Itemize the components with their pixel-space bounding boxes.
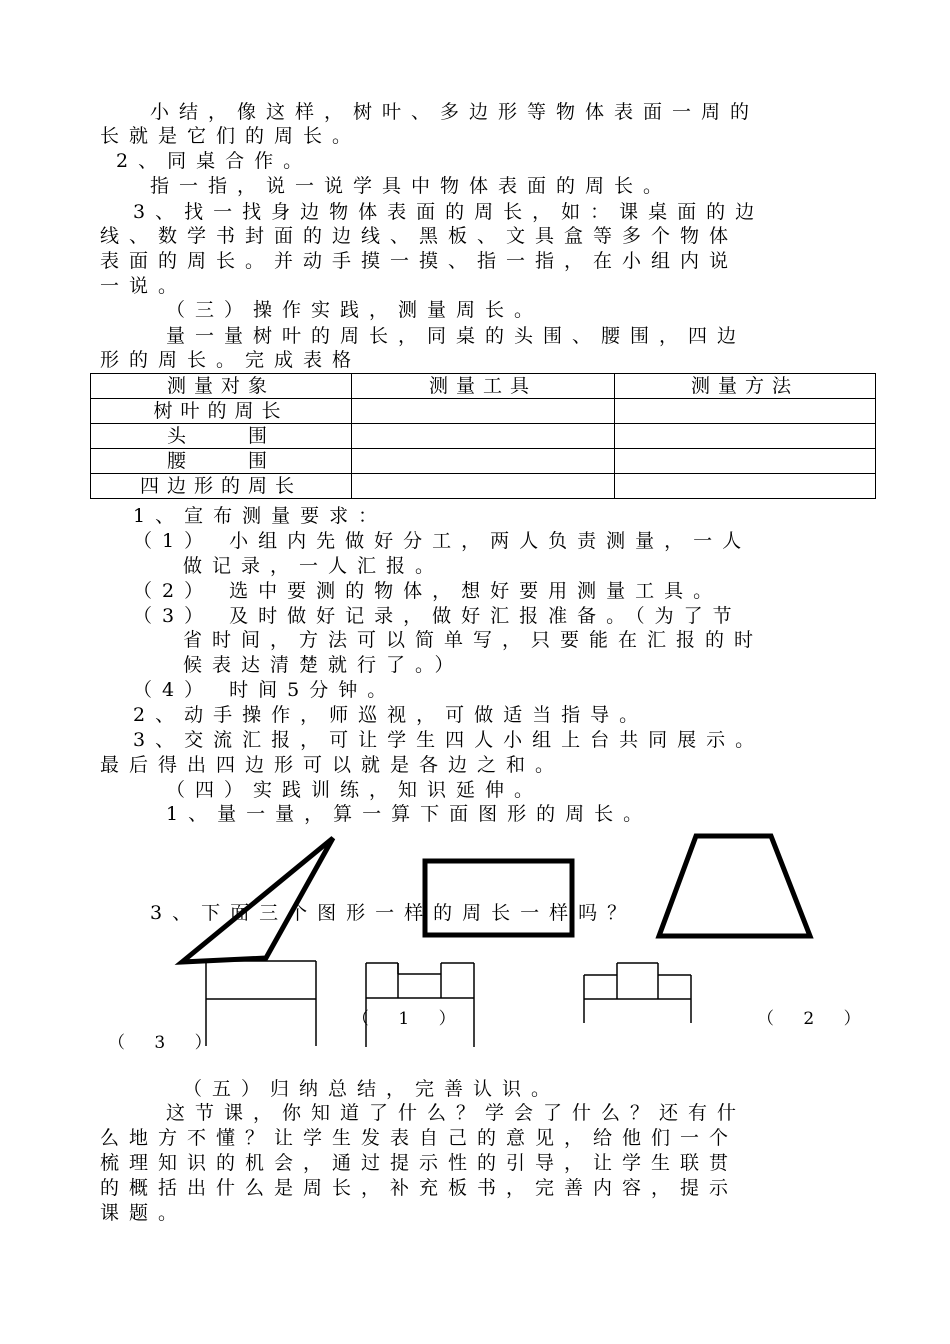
- requirement-1-line-2: 做记录，一人汇报。: [183, 555, 445, 577]
- step-3-line-1: 3、交流汇报，可让学生四人小组上台共同展示。: [133, 729, 765, 751]
- exercise-1: 1、量一量，算一算下面图形的周长。: [166, 803, 653, 825]
- point-line: 指一指，说一说学具中物体表面的周长。: [150, 175, 673, 197]
- section-3-heading: （三）操作实践，测量周长。: [166, 299, 544, 321]
- conclusion-line-5: 课题。: [100, 1202, 188, 1224]
- conclusion-line-2: 么地方不懂？让学生发表自己的意见，给他们一个: [100, 1127, 739, 1149]
- requirement-3-line-2: 省时间，方法可以简单写，只要能在汇报的时: [183, 629, 764, 651]
- conclusion-line-1: 这节课，你知道了什么？学会了什么？还有什: [166, 1102, 747, 1124]
- figure-label-3: （ 3 ）: [108, 1033, 224, 1053]
- section-5-heading: （五）归纳总结，完善认识。: [183, 1078, 561, 1100]
- table-cell: 树叶的周长: [91, 399, 352, 424]
- table-cell: 腰 围: [91, 449, 352, 474]
- step-3-line-2: 最后得出四边形可以就是各边之和。: [100, 754, 565, 776]
- requirements-title: 1、宣布测量要求：: [133, 505, 388, 527]
- conclusion-line-4: 的概括出什么是周长，补充板书，完善内容，提示: [100, 1177, 739, 1199]
- table-header: 测量工具: [352, 374, 615, 399]
- summary-line-2: 长就是它们的周长。: [100, 125, 362, 147]
- table-cell: 头 围: [91, 424, 352, 449]
- trapezoid-shape: [659, 836, 810, 936]
- figure-label-2: （ 2 ）: [757, 1009, 873, 1029]
- table-header: 测量方法: [615, 374, 876, 399]
- item-3-line-1: 3、找一找身边物体表面的周长，如：课桌面的边: [133, 201, 765, 223]
- requirement-3-line-3: 候表达清楚就行了。）: [183, 654, 464, 676]
- requirement-1-line-1: （1） 小组内先做好分工，两人负责测量，一人: [133, 530, 752, 552]
- measure-line-2: 形的周长。完成表格: [100, 349, 362, 371]
- item-3-line-3: 表面的周长。并动手摸一摸、指一指，在小组内说: [100, 250, 739, 272]
- item-2: 2、同桌合作。: [116, 150, 313, 172]
- requirement-4: （4） 时间5分钟。: [133, 679, 397, 701]
- step-figure-2: [584, 963, 691, 1023]
- figure-label-1: （ 1 ）: [352, 1009, 468, 1029]
- table-cell: 四边形的周长: [91, 474, 352, 499]
- table-header: 测量对象: [91, 374, 352, 399]
- requirement-2: （2） 选中要测的物体，想好要用测量工具。: [133, 580, 723, 602]
- conclusion-line-3: 梳理知识的机会，通过提示性的引导，让学生联贯: [100, 1152, 739, 1174]
- item-3-line-4: 一说。: [100, 275, 188, 297]
- triangle-shape: [182, 838, 333, 962]
- item-3-line-2: 线、数学书封面的边线、黑板、文具盒等多个物体: [100, 225, 739, 247]
- step-2: 2、动手操作，师巡视，可做适当指导。: [133, 704, 649, 726]
- requirement-3-line-1: （3） 及时做好记录，做好汇报准备。（为了节: [133, 605, 742, 627]
- exercise-3: 3、下面三个图形一样的周长一样吗？: [150, 902, 637, 924]
- section-4-heading: （四）实践训练，知识延伸。: [166, 779, 544, 801]
- measure-line-1: 量一量树叶的周长，同桌的头围、腰围，四边: [166, 325, 747, 347]
- summary-line-1: 小结，像这样，树叶、多边形等物体表面一周的: [150, 101, 760, 123]
